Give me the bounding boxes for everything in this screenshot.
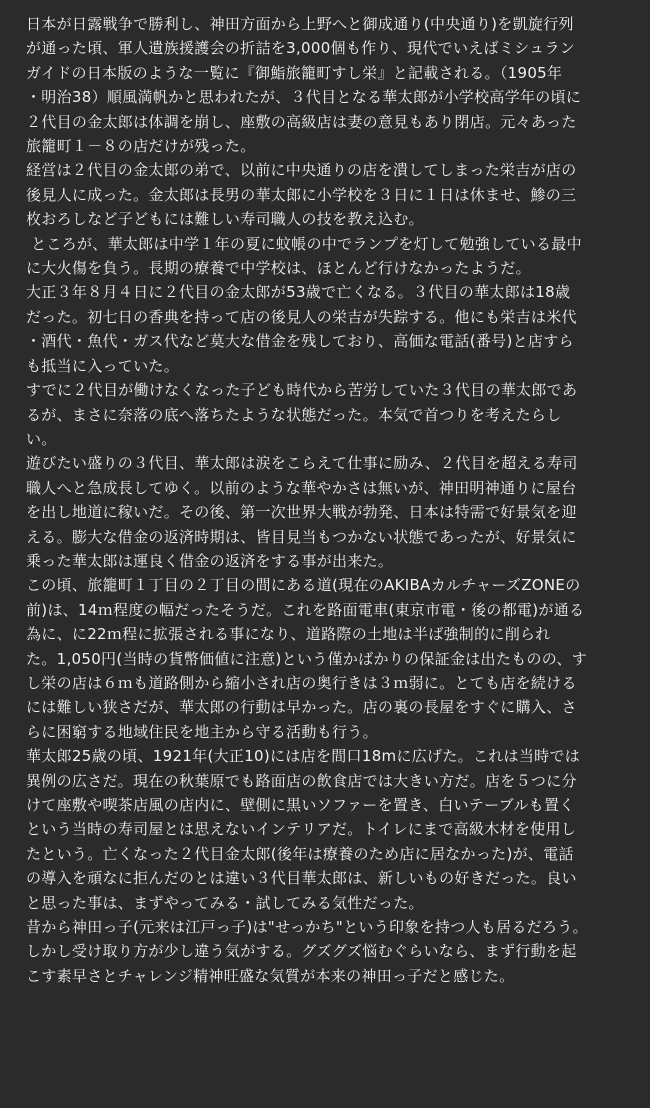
- paragraph-recovery: 遊びたい盛りの３代目、華太郎は涙をこらえて仕事に励み、２代目を超える寿司 職人へと急成長してゆく。以前のような華やかさは無いが、神田明神通りに屋台 を出し地道に稼いだ。その後、第一次世界大戦が勃発、日本は特需で好景気を迎 える。膨大な借金の返済時期は、皆目見当もつかない状態であったが、好景気に 乗った華太郎は運良く借金の返済をする事が出来た。: [26, 454, 578, 570]
- paragraph-guardian-eikichi: 経営は２代目の金太郎の弟で、以前に中央通りの店を潰してしまった栄吉が店の 後見人に成った。金太郎は長男の華太郎に小学校を３日に１日は休ませ、鯵の三 枚おろしなど子どもには難しい寿司職人の技を教え込む。: [26, 161, 577, 229]
- paragraph-kanda-spirit: 昔から神田っ子(元来は江戸っ子)は"せっかち"という印象を持つ人も居るだろう。 しかし受け取り方が少し違う気がする。グズグズ悩むぐらいなら、まず行動を起 こす素早さとチャレンジ精神旺盛な気質が本来の神田っ子だと感じた。: [26, 918, 588, 985]
- article-body: [26, 12, 634, 988]
- paragraph-road-widening: この頃、旅籠町１丁目の２丁目の間にある道(現在のAKIBAカルチャーズZONEの 前)は、14ｍ程度の幅だったそうだ。これを路面電車(東京市電・後の都電)が通る 為に、に22ｍ程に拡張される事になり、道路際の土地は半ば強制的に削られ た。1,050円(当時の貨幣価値に注意)という僅かばかりの保証金は出たものの、す し栄の店は６ｍも道路側から縮小され店の奥行きは３ｍ弱に。とても店を続ける には難しい狭さだが、華太郎の行動は早かった。店の裏の長屋をすぐに購入、さ らに困窮する地域住民を地主から守る活動も行う。: [26, 576, 588, 741]
- paragraph-kintaro-death: 大正３年８月４日に２代目の金太郎が53歳で亡くなる。３代目の華太郎は18歳 だった。初七日の香典を持って店の後見人の栄吉が失踪する。他にも栄吉は米代 ・酒代・魚代・ガス代など莫大な借金を残しており、高価な電話(番号)と店すら も抵当に入っていた。: [26, 283, 577, 375]
- paragraph-victory-parade: 日本が日露戦争で勝利し、神田方面から上野へと御成通り(中央通り)を凱旋行列 が通った頃、軍人遺族援護会の折詰を3,000個も作り、現代でいえばミシュラン ガイドの日本版のような一覧に『御鮨旅籠町すし栄』と記載される。（1905年 ・明治38）順風満帆かと思われたが、３代目となる華太郎が小学校高学年の頃に ２代目の金太郎は体調を崩し、座敷の高級店は妻の意見もあり閉店。元々あった 旅籠町１－８の店だけが残った。: [26, 15, 582, 156]
- paragraph-rock-bottom: すでに２代目が働けなくなった子ども時代から苦労していた３代目の華太郎であ るが、まさに奈落の底へ落ちたような状態だった。本気で首つりを考えたらし い。: [26, 381, 578, 448]
- paragraph-burn-injury: ところが、華太郎は中学１年の夏に蚊帳の中でランプを灯して勉強している最中 に大火傷を負う。長期の療養で中学校は、ほとんど行けなかったようだ。: [26, 234, 582, 278]
- paragraph-shop-expansion: 華太郎25歳の頃、1921年(大正10)には店を間口18mに広げた。これは当時では 異例の広さだ。現在の秋葉原でも路面店の飲食店では大きい方だ。店を５つに分 けて座敷や喫茶店風の店内に、壁側に黒いソファーを置き、白いテーブルも置く という当時の寿司屋とは思えないインテリアだ。トイレにまで高級木材を使用し たという。亡くなった２代目金太郎(後年は療養のため店に居なかった)が、電話 の導入を頑なに拒んだのとは違い３代目華太郎は、新しいもの好きだった。良い と思った事は、まずやってみる・試してみる気性だった。: [26, 747, 581, 912]
